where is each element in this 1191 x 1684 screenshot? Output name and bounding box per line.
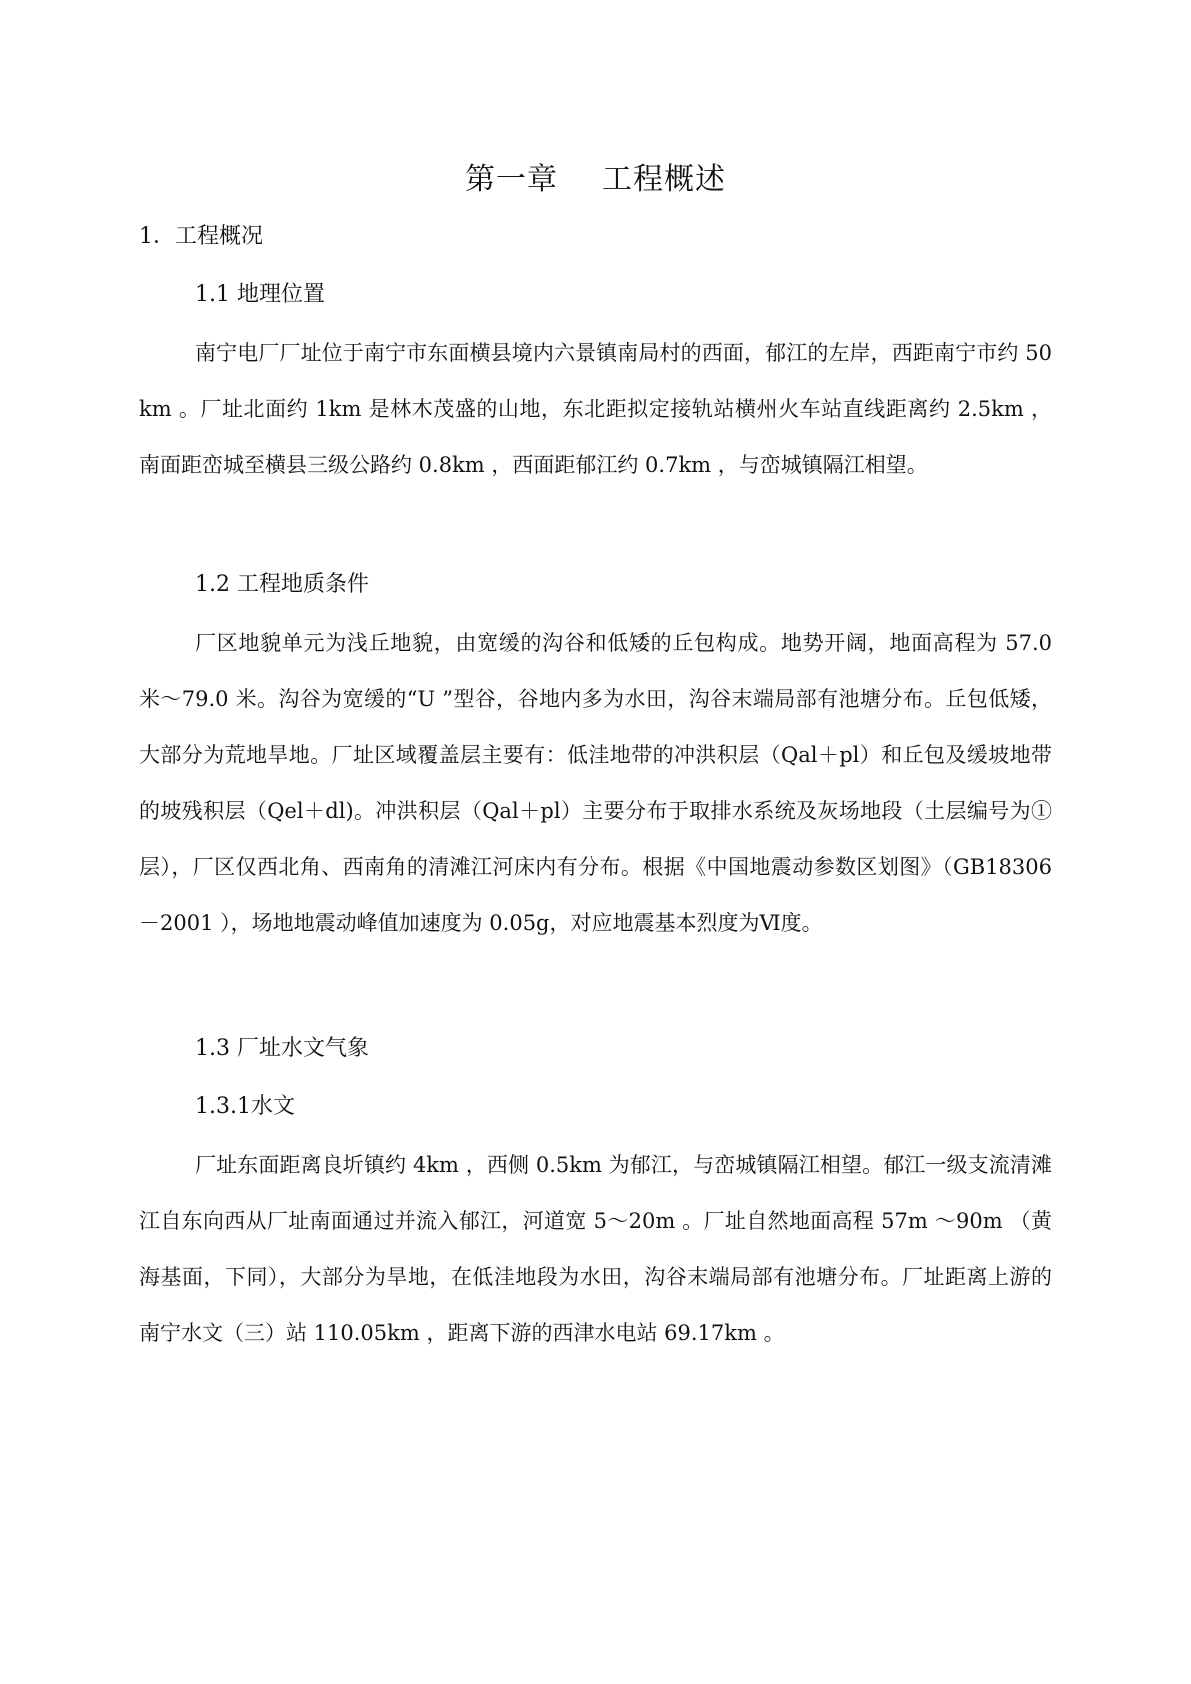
section-heading-1: 1．工程概况 xyxy=(139,224,263,249)
chapter-number: 第一章 xyxy=(465,162,558,197)
section-heading-1-2: 1.2 工程地质条件 xyxy=(195,572,369,597)
section-heading-1-3-1: 1.3.1水文 xyxy=(195,1094,295,1119)
paragraph-hydrology: 厂址东面距离良圻镇约 4km ，西侧 0.5km 为郁江，与峦城镇隔江相望。郁江一级支流清滩江自东向西从厂址南面通过并流入郁江，河道宽 5～20m 。厂址自然地面高程 57m ～90m （黄海基面，下同），大部分为旱地，在低洼地段为水田，沟谷末端局部有池塘分布。厂址距离上游的南宁水文（三）站 110.05km ，距离下游的西津水电站 69.17km 。 xyxy=(139,1153,1052,1345)
paragraph-geographic-location: 南宁电厂厂址位于南宁市东面横县境内六景镇南局村的西面，郁江的左岸，西距南宁市约 50km 。厂址北面约 1km 是林木茂盛的山地，东北距拟定接轨站横州火车站直线距离约 2.5km ，南面距峦城至横县三级公路约 0.8km ，西面距郁江约 0.7km ，与峦城镇隔江相望。 xyxy=(139,341,1052,477)
paragraph-geology: 厂区地貌单元为浅丘地貌，由宽缓的沟谷和低矮的丘包构成。地势开阔，地面高程为 57.0 米～79.0 米。沟谷为宽缓的“U ”型谷，谷地内多为水田，沟谷末端局部有池塘分布。丘包低矮，大部分为荒地旱地。厂址区域覆盖层主要有：低洼地带的冲洪积层（Qal＋pl）和丘包及缓坡地带的坡残积层（Qel＋dl)。冲洪积层（Qal＋pl）主要分布于取排水系统及灰场地段（土层编号为①层），厂区仅西北角、西南角的清滩江河床内有分布。根据《中国地震动参数区划图》（GB18306 －2001 ），场地地震动峰值加速度为 0.05g，对应地震基本烈度为Ⅵ度。 xyxy=(139,631,1052,935)
section-heading-1-3: 1.3 厂址水文气象 xyxy=(195,1036,369,1061)
chapter-name: 工程概述 xyxy=(602,162,726,197)
chapter-title xyxy=(0,160,1191,200)
section-heading-1-1: 1.1 地理位置 xyxy=(195,282,325,307)
